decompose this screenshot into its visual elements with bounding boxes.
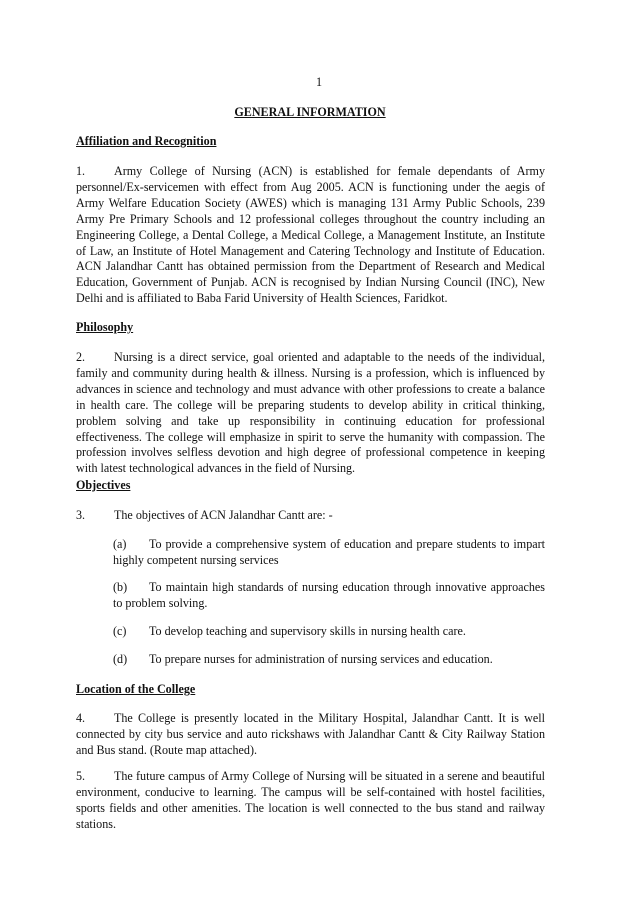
objective-item-d-label: (d) [113,652,128,666]
paragraph-3-text: The objectives of ACN Jalandhar Cantt are: - [114,508,333,522]
objective-item-c-label: (c) [113,624,127,638]
objective-item-c-text: To develop teaching and supervisory skills in nursing health care. [149,624,466,638]
paragraph-5-text: The future campus of Army College of Nursing will be situated in a serene and beautiful environment, conducive to learning. The campus will be self-contained with hostel facilities, sports fields and other amenities. The location is well connected to the bus stand and railway stations. [76,769,545,831]
paragraph-5-number: 5. [76,769,86,783]
objective-item-a-text: To provide a comprehensive system of education and prepare students to impart highly competent nursing services [113,537,545,567]
paragraph-1 [76,164,545,307]
objective-item-d [113,652,545,668]
paragraph-1-text: Army College of Nursing (ACN) is established for female dependants of Army personnel/Ex-servicemen with effect from Aug 2005. ACN is functioning under the aegis of Army Welfare Education Society (AWES) which is managing 131 Army Public Schools, 239 Army Pre Primary Schools and 12 professional colleges throughout the country including an Engineering College, a Dental College, a Medical College, a Management Institute, an Institute of Law, an Institute of Hotel Management and Catering Technology and Institute of Education. ACN Jalandhar Cantt has obtained permission from the Department of Research and Medical Education, Government of Punjab. ACN is recognised by Indian Nursing Council (INC), New Delhi and is affiliated to Baba Farid University of Health Sciences, Faridkot. [76,164,545,306]
paragraph-4-number: 4. [76,711,86,725]
objective-item-b-label: (b) [113,580,128,594]
paragraph-5 [76,769,545,833]
paragraph-3-number: 3. [76,508,86,522]
paragraph-2 [76,350,545,477]
objective-item-b [113,580,545,612]
objective-item-b-text: To maintain high standards of nursing education through innovative approaches to problem solving. [113,580,545,610]
objective-item-c [113,624,545,640]
objective-item-a [113,537,545,569]
heading-objectives: Objectives [76,478,131,492]
page-title: GENERAL INFORMATION [234,105,386,119]
paragraph-3 [76,508,545,524]
heading-affiliation: Affiliation and Recognition [76,134,217,148]
objective-item-d-text: To prepare nurses for administration of nursing services and education. [149,652,493,666]
paragraph-2-number: 2. [76,350,86,364]
paragraph-4-text: The College is presently located in the Military Hospital, Jalandhar Cantt. It is well connected by city bus service and auto rickshaws with Jalandhar Cantt & City Railway Station and Bus stand. (Route map attached). [76,711,545,757]
paragraph-1-number: 1. [76,164,86,178]
paragraph-4 [76,711,545,759]
paragraph-2-text: Nursing is a direct service, goal oriented and adaptable to the needs of the individual, family and community during health & illness. Nursing is a profession, which is influenced by advances in science and technology and must advance with other professions to create a balance in health care. The college will be preparing students to develop ability in critical thinking, problem solving and take up responsibility in continuing education for professional effectiveness. The college will emphasize in spirit to serve the humanity with compassion. The profession involves selfless devotion and high degree of professional competence in keeping with latest technological advances in the field of Nursing. [76,350,545,476]
heading-philosophy: Philosophy [76,320,134,334]
heading-location: Location of the College [76,682,196,696]
objective-item-a-label: (a) [113,537,127,551]
page-number: 1 [315,75,323,89]
